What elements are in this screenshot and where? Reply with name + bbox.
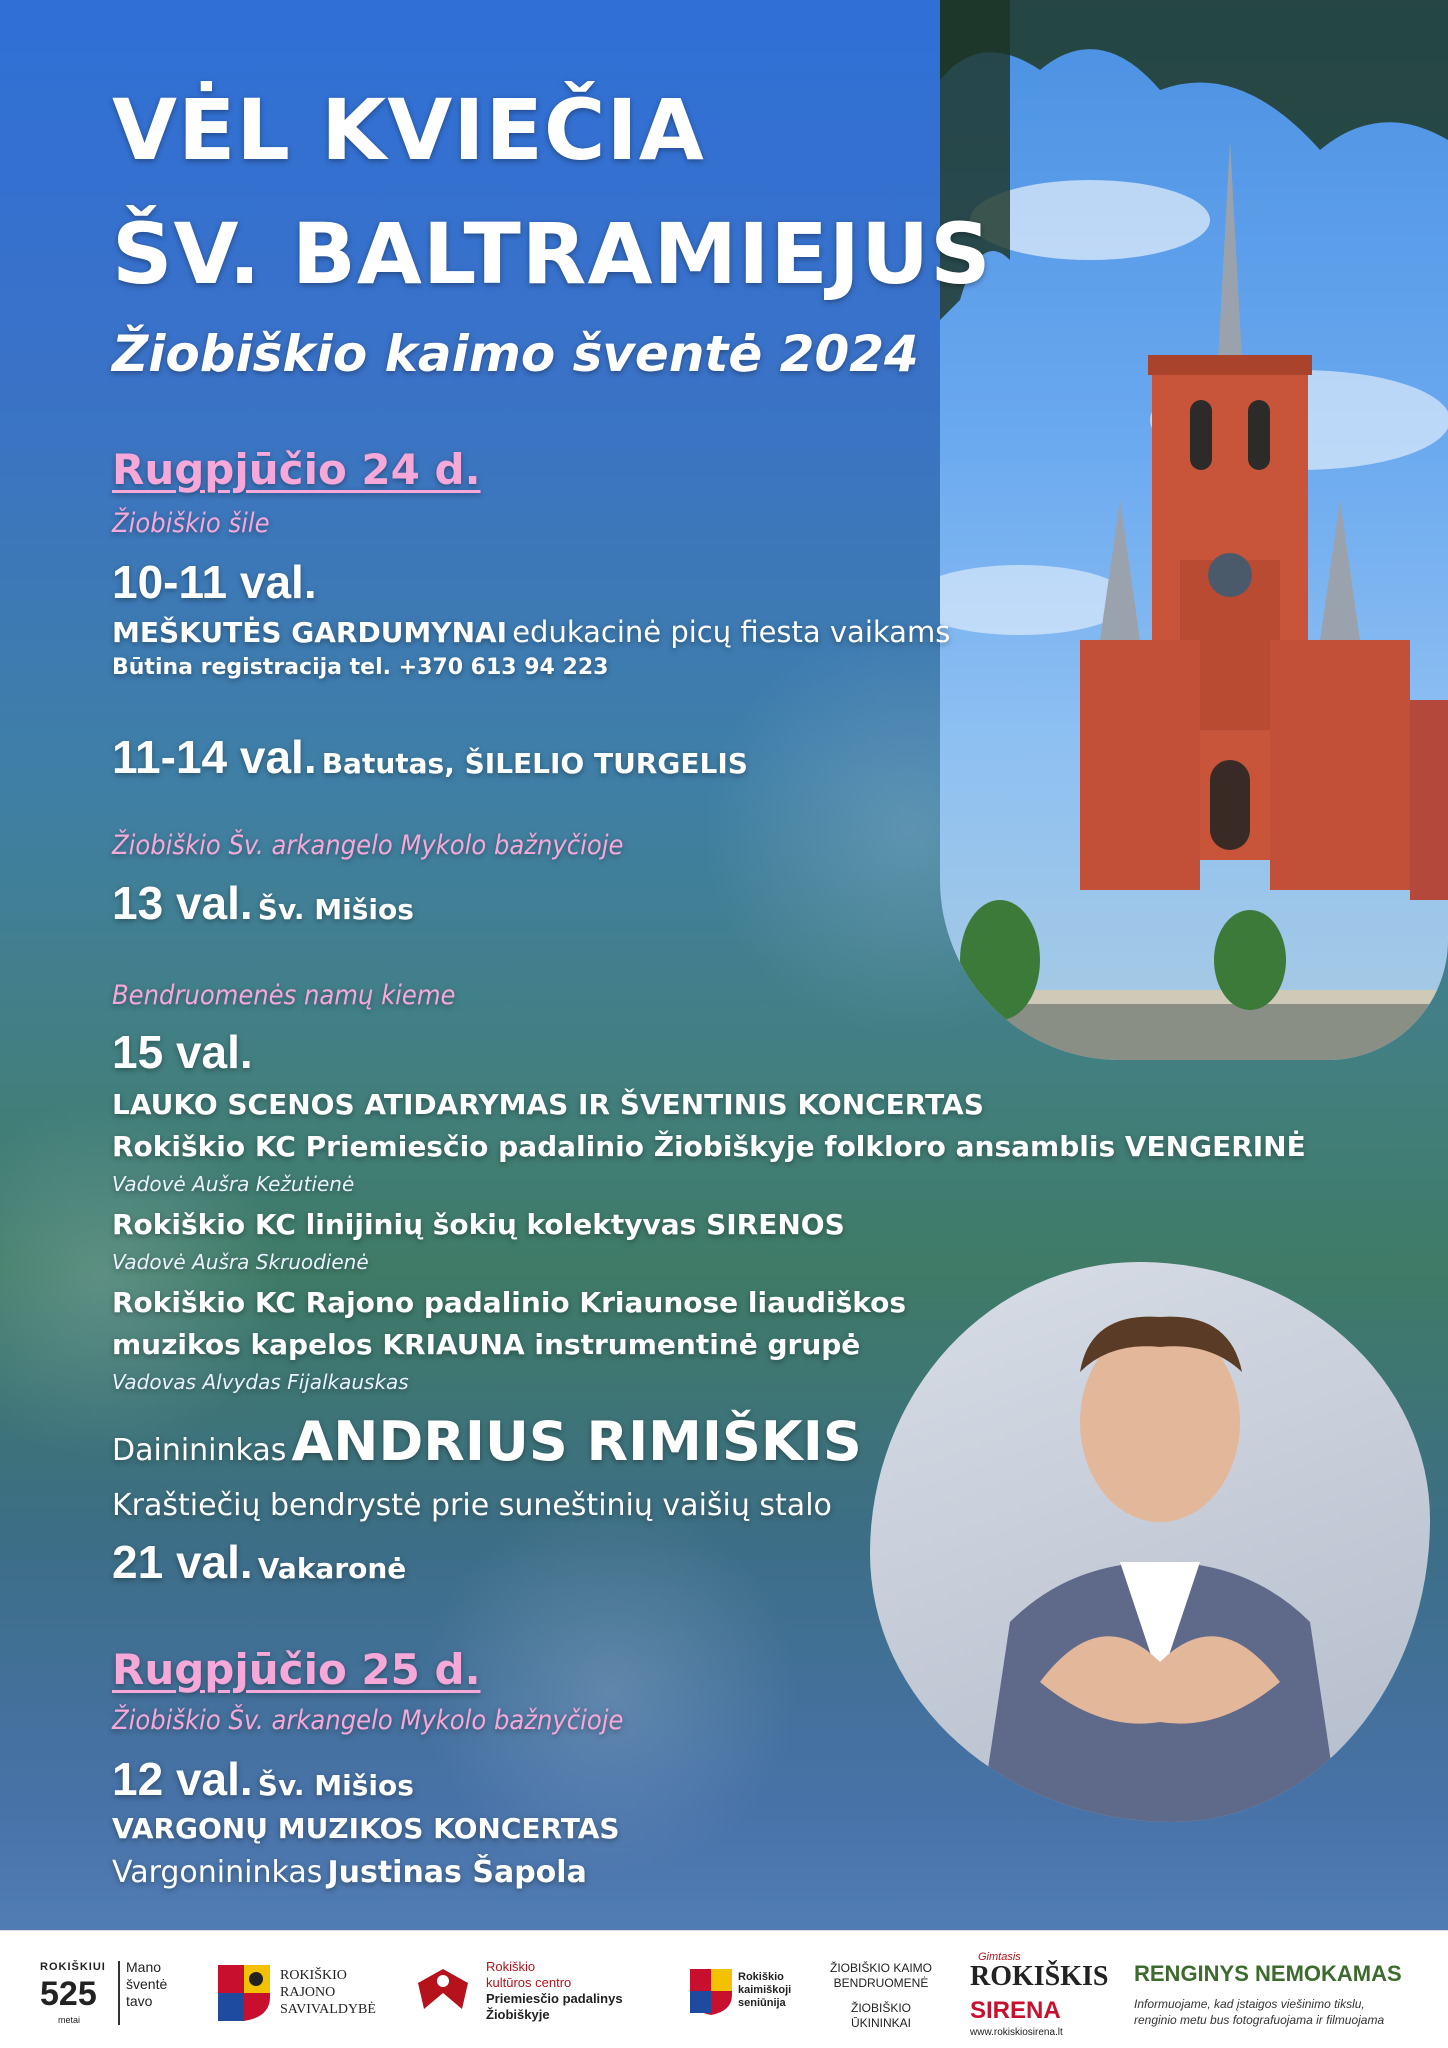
- day1-e2-time: 11-14 val.: [112, 731, 317, 783]
- logo6-top: Gimtasis: [978, 1951, 1021, 1963]
- logo1-divider: [118, 1961, 120, 2025]
- day1-e3-desc: Šv. Mišios: [257, 893, 414, 926]
- notice-line-2: renginio metu bus fotografuojama ir filmuojama: [1134, 2013, 1385, 2027]
- logo2-text-1: ROKIŠKIO: [280, 1968, 347, 1983]
- logo1-sub: metai: [58, 2015, 81, 2025]
- logo3-text-1: Rokiškio: [486, 1959, 536, 1974]
- day1-e1-line: [112, 615, 950, 649]
- day1-e4-time: 15 val.: [112, 1026, 253, 1078]
- singer-photo: [870, 1262, 1430, 1822]
- day1-e1-registration: Būtina registracija tel. +370 613 94 223: [112, 655, 609, 680]
- community-line: Kraštiečių bendrystė prie suneštinių vaišių stalo: [112, 1488, 832, 1523]
- day1-place3: Bendruomenės namų kieme: [112, 980, 456, 1011]
- logo5-text: [826, 1961, 936, 2031]
- day1-e4-line4-leader: Vadovas Alvydas Fijalkauskas: [112, 1370, 409, 1394]
- day1-e4-line2: Rokiškio KC Priemiesčio padalinio Žiobiškyje folkloro ansamblis VENGERINĖ: [112, 1130, 1306, 1163]
- church-photo: [940, 0, 1448, 1060]
- logo6-main: ROKIŠKIS: [970, 1961, 1109, 1992]
- logo1-text-1: Mano: [126, 1959, 162, 1975]
- logo6-url: www.rokiskiosirena.lt: [970, 2027, 1063, 2038]
- singer-prefix: Dainininkas: [112, 1433, 287, 1468]
- day1-e4-line4b: muzikos kapelos KRIAUNA instrumentinė grupė: [112, 1328, 861, 1361]
- organist-line: [112, 1855, 587, 1890]
- day1-e4-line2-leader: Vadovė Aušra Kežutienė: [112, 1172, 355, 1196]
- logo5-text-3: ŽIOBIŠKIO: [850, 2001, 911, 2015]
- notice-line-1: Informuojame, kad įstaigos viešinimo tikslu,: [1134, 1997, 1365, 2011]
- title-line-2: ŠV. BALTRAMIEJUS: [112, 205, 992, 303]
- logo1-top: ROKIŠKIUI: [40, 1961, 106, 1973]
- day1-e2-line: [112, 730, 748, 784]
- day1-e5-desc: Vakaronė: [257, 1552, 407, 1585]
- day2-e1-desc: Šv. Mišios: [257, 1769, 414, 1802]
- culture-centre-logo-icon: [410, 1963, 476, 2019]
- logo1-number: 525: [40, 1975, 97, 2013]
- day1-e5-line: [112, 1535, 406, 1589]
- subtitle: Žiobiškio kaimo šventė 2024: [112, 325, 919, 383]
- organist-name: Justinas Šapola: [327, 1855, 587, 1890]
- day1-e1-desc: edukacinė picų fiesta vaikams: [512, 615, 951, 649]
- logo2-text-3: SAVIVALDYBĖ: [280, 2002, 376, 2017]
- logo6-sub: SIRENA: [970, 1997, 1061, 2024]
- logo1-text: [126, 1959, 167, 2010]
- logo2-text-2: RAJONO: [280, 1985, 336, 2000]
- day1-e4-line1: LAUKO SCENOS ATIDARYMAS IR ŠVENTINIS KONCERTAS: [112, 1088, 984, 1121]
- logo4-text-3: seniūnija: [738, 1997, 786, 2009]
- day2-e1-line: [112, 1752, 414, 1806]
- logo5-text-4: ŪKININKAI: [850, 2016, 911, 2030]
- footer: [0, 1930, 1448, 2048]
- day1-place2: Žiobiškio Šv. arkangelo Mykolo bažnyčioje: [112, 830, 624, 861]
- day1-e4-line4a: Rokiškio KC Rajono padalinio Kriaunose liaudiškos: [112, 1286, 907, 1319]
- logo1-text-2: šventė: [126, 1976, 168, 1992]
- day1-e1-time: 10-11 val.: [112, 556, 317, 608]
- organist-prefix: Vargonininkas: [112, 1855, 323, 1890]
- logo4-text-1: Rokiškio: [738, 1971, 784, 1983]
- eldership-coat-of-arms-icon: [688, 1967, 734, 2017]
- title-line-1: VĖL KVIEČIA: [112, 81, 705, 179]
- day1-place1: Žiobiškio šile: [112, 508, 270, 539]
- logo2-text: [280, 1967, 376, 2018]
- logo3-text-4: Žiobiškyje: [486, 2007, 550, 2022]
- day2-date: Rugpjūčio 25 d.: [112, 1645, 481, 1694]
- day1-e2-desc: Batutas, ŠILELIO TURGELIS: [321, 747, 748, 780]
- logo5-text-2: BENDRUOMENĖ: [833, 1976, 929, 1990]
- logo3-text: [486, 1959, 623, 2023]
- logo1-text-3: tavo: [126, 1993, 153, 2009]
- church-illustration: [940, 0, 1448, 1060]
- singer-line: [112, 1410, 862, 1473]
- singer-illustration: [870, 1262, 1430, 1822]
- logo3-text-3: Priemiesčio padalinys: [486, 1991, 623, 2006]
- day1-e5-time: 21 val.: [112, 1536, 253, 1588]
- day1-e3-line: [112, 876, 414, 930]
- logo4-text-2: kaimiškoji: [738, 1984, 792, 1996]
- day1-date: Rugpjūčio 24 d.: [112, 445, 481, 494]
- day1-e4-line3-leader: Vadovė Aušra Skruodienė: [112, 1250, 369, 1274]
- day2-e1-time: 12 val.: [112, 1753, 253, 1805]
- singer-name: ANDRIUS RIMIŠKIS: [291, 1410, 862, 1473]
- logo3-text-2: kultūros centro: [486, 1975, 572, 1990]
- rokiskis-coat-of-arms-icon: [216, 1963, 272, 2023]
- day2-concert: VARGONŲ MUZIKOS KONCERTAS: [112, 1812, 620, 1845]
- day1-e1-title: MEŠKUTĖS GARDUMYNAI: [112, 616, 508, 649]
- logo4-text: [738, 1971, 791, 2010]
- day1-e3-time: 13 val.: [112, 877, 253, 929]
- day2-place: Žiobiškio Šv. arkangelo Mykolo bažnyčioje: [112, 1705, 624, 1736]
- day1-e4-line3: Rokiškio KC linijinių šokių kolektyvas SIRENOS: [112, 1208, 845, 1241]
- logo5-text-1: ŽIOBIŠKIO KAIMO: [829, 1961, 933, 1975]
- free-event-label: RENGINYS NEMOKAMAS: [1134, 1961, 1402, 1986]
